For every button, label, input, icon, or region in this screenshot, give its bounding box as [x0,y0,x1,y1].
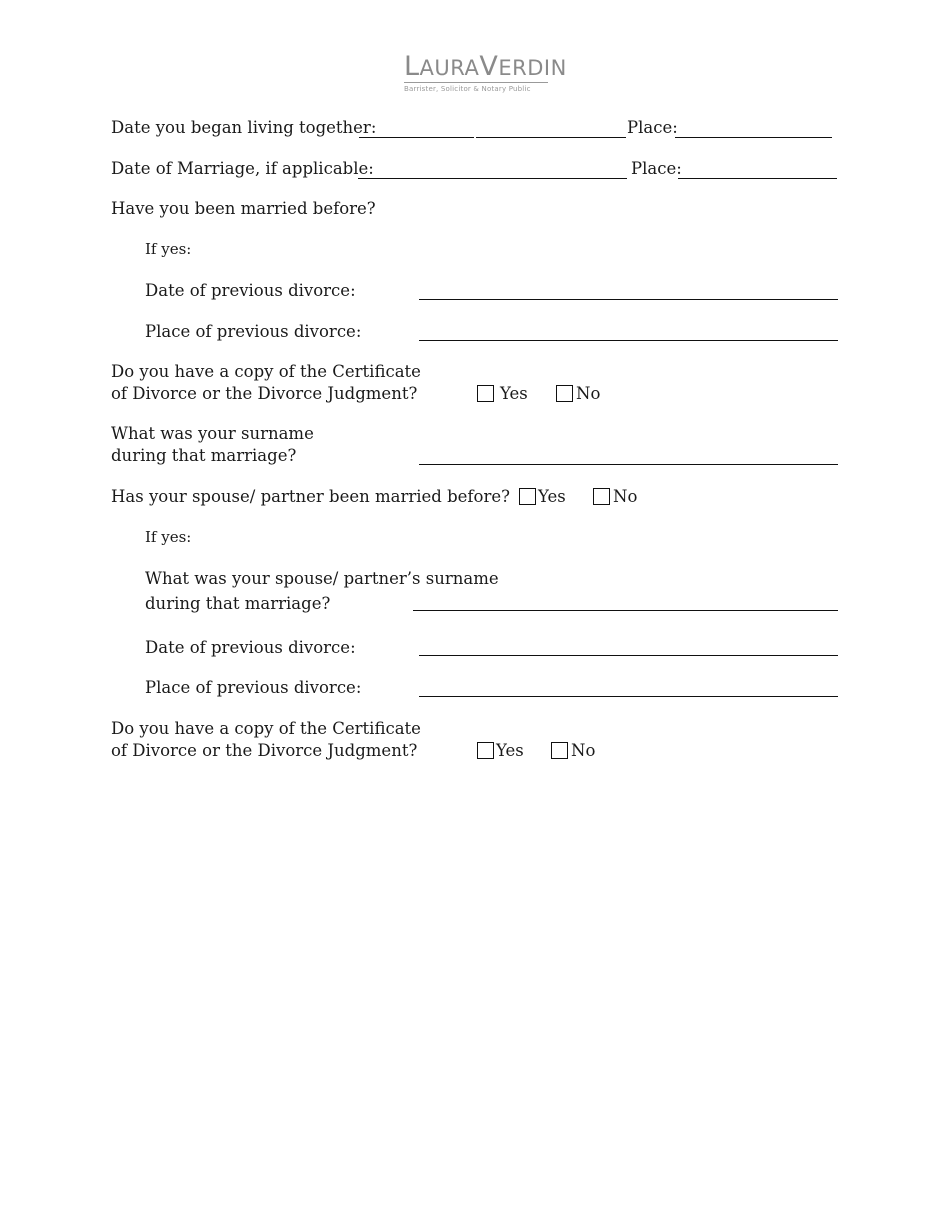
certificate-question-1-line1: Do you have a copy of the Certificate [111,362,421,381]
certificate-2-yes-label: Yes [496,741,524,760]
spouse-surname-field[interactable] [413,610,838,611]
spouse-married-yes-checkbox[interactable] [519,488,536,505]
living-together-place-label: Place: [627,118,678,137]
surname-question-line2: during that marriage? [111,446,297,465]
married-before-question: Have you been married before? [111,199,376,218]
firm-logo-name: LAURAVERDIN [404,51,567,82]
living-together-date-field-b[interactable] [476,137,626,138]
certificate-1-yes-checkbox[interactable] [477,385,494,402]
prev-divorce-date-field-1[interactable] [419,299,838,300]
living-together-label: Date you began living together: [111,118,377,137]
prev-divorce-place-field-2[interactable] [419,696,838,697]
marriage-place-label: Place: [631,159,682,178]
surname-field[interactable] [419,464,838,465]
prev-divorce-place-label-1: Place of previous divorce: [145,322,362,341]
certificate-1-yes-label: Yes [500,384,528,403]
if-yes-label-2: If yes: [145,528,192,546]
certificate-question-1-line2: of Divorce or the Divorce Judgment? [111,384,418,403]
spouse-surname-question-line1: What was your spouse/ partner’s surname [145,569,499,588]
firm-logo [404,51,567,94]
logo-divider [404,82,548,83]
certificate-2-no-label: No [571,741,596,760]
marriage-date-field[interactable] [358,178,627,179]
certificate-2-yes-checkbox[interactable] [477,742,494,759]
spouse-married-before-question: Has your spouse/ partner been married before? [111,487,510,506]
certificate-1-no-checkbox[interactable] [556,385,573,402]
prev-divorce-date-label-2: Date of previous divorce: [145,638,356,657]
marriage-place-field[interactable] [678,178,837,179]
living-together-place-field[interactable] [675,137,832,138]
certificate-question-2-line2: of Divorce or the Divorce Judgment? [111,741,418,760]
marriage-date-label: Date of Marriage, if applicable: [111,159,374,178]
spouse-married-no-label: No [613,487,638,506]
spouse-married-yes-label: Yes [538,487,566,506]
certificate-1-no-label: No [576,384,601,403]
certificate-question-2-line1: Do you have a copy of the Certificate [111,719,421,738]
prev-divorce-place-label-2: Place of previous divorce: [145,678,362,697]
spouse-surname-question-line2: during that marriage? [145,594,331,613]
certificate-2-no-checkbox[interactable] [551,742,568,759]
prev-divorce-date-field-2[interactable] [419,655,838,656]
living-together-date-field-a[interactable] [359,137,474,138]
firm-logo-tagline: Barrister, Solicitor & Notary Public [404,85,531,93]
surname-question-line1: What was your surname [111,424,314,443]
prev-divorce-place-field-1[interactable] [419,340,838,341]
if-yes-label-1: If yes: [145,240,192,258]
prev-divorce-date-label-1: Date of previous divorce: [145,281,356,300]
spouse-married-no-checkbox[interactable] [593,488,610,505]
